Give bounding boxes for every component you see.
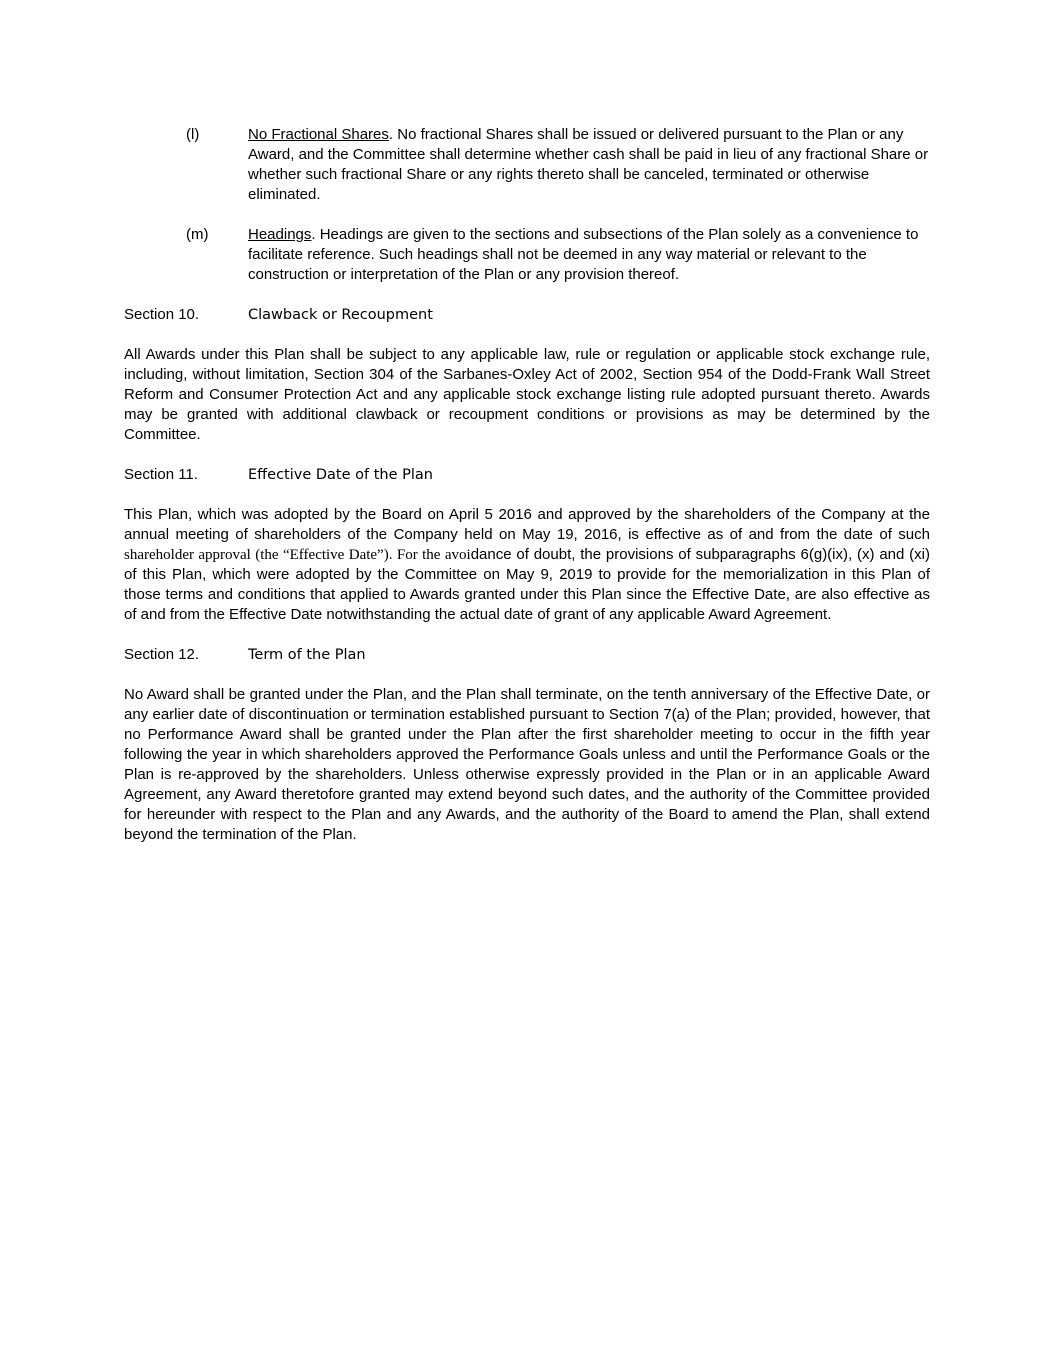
- section-title: Term of the Plan: [248, 647, 366, 663]
- item-body: . Headings are given to the sections and subsections of the Plan solely as a convenience to facilitate reference. Such headings shall not be deemed in any way material or relevant to the construction or interpretation of the Plan or any provision thereof.: [248, 226, 919, 283]
- section-10-paragraph: All Awards under this Plan shall be subject to any applicable law, rule or regulation or applicable stock exchange rule, including, without limitation, Section 304 of the Sarbanes-Oxley Act of 2002, Section 954 of the Dodd-Frank Wall Street Reform and Consumer Protection Act and any applicable stock exchange listing rule adopted pursuant thereto. Awards may be granted with additional clawback or recoupment conditions or provisions as may be determined by the Committee.: [124, 346, 930, 443]
- item-text: [248, 125, 930, 205]
- section-11-paragraph: [124, 505, 930, 625]
- section-12-paragraph: No Award shall be granted under the Plan, and the Plan shall terminate, on the tenth anniversary of the Effective Date, or any earlier date of discontinuation or termination established pursuant to Section 7(a) of the Plan; provided, however, that no Performance Award shall be granted under the Plan after the first shareholder meeting to occur in the fifth year following the year in which shareholders approved the Performance Goals unless and until the Performance Goals or the Plan is re-approved by the shareholders. Unless otherwise expressly provided in the Plan or in an applicable Award Agreement, any Award theretofore granted may extend beyond such dates, and the authority of the Committee provided for hereunder with respect to the Plan and any Awards, and the authority of the Board to amend the Plan, shall extend beyond the termination of the Plan.: [124, 686, 930, 843]
- paragraph-text: dance of doubt, the provisions of subparagraphs 6(g)(ix), (x) and (xi) of this Plan, which were adopted by the Committee on May 9, 2019 to provide for the memorialization in this Plan of those terms and conditions that applied to Awards granted under this Plan since the Effective Date, are also effective as of and from the Effective Date notwithstanding the actual date of grant of any applicable Award Agreement.: [124, 546, 930, 623]
- item-number: (m): [186, 226, 209, 243]
- item-number: (l): [186, 126, 200, 143]
- section-10-heading: [124, 305, 930, 325]
- section-12-heading: [124, 645, 930, 665]
- section-number: Section 11.: [124, 466, 198, 483]
- section-11-heading: [124, 465, 930, 485]
- section-title: Effective Date of the Plan: [248, 467, 433, 483]
- item-m: [124, 225, 930, 285]
- section-number: Section 12.: [124, 646, 200, 663]
- document-body: [124, 125, 930, 865]
- item-title: No Fractional Shares: [248, 126, 389, 143]
- item-l: [124, 125, 930, 205]
- item-text: [248, 225, 930, 285]
- item-body: . No fractional Shares shall be issued or delivered pursuant to the Plan or any Award, and the Committee shall determine whether cash shall be paid in lieu of any fractional Share or whether such fractional Share or any rights thereto shall be canceled, terminated or otherwise eliminated.: [248, 126, 929, 203]
- item-title: Headings: [248, 226, 312, 243]
- paragraph-text: This Plan, which was adopted by the Board on April 5 2016 and approved by the shareholders of the Company at the annual meeting of shareholders of the Company held on May 19, 2016, is effective as of and from the date of such: [124, 506, 930, 543]
- section-title: Clawback or Recoupment: [248, 307, 433, 323]
- section-number: Section 10.: [124, 306, 200, 323]
- paragraph-text-serif: shareholder approval (the “Effective Date”). For the avoi: [124, 547, 471, 563]
